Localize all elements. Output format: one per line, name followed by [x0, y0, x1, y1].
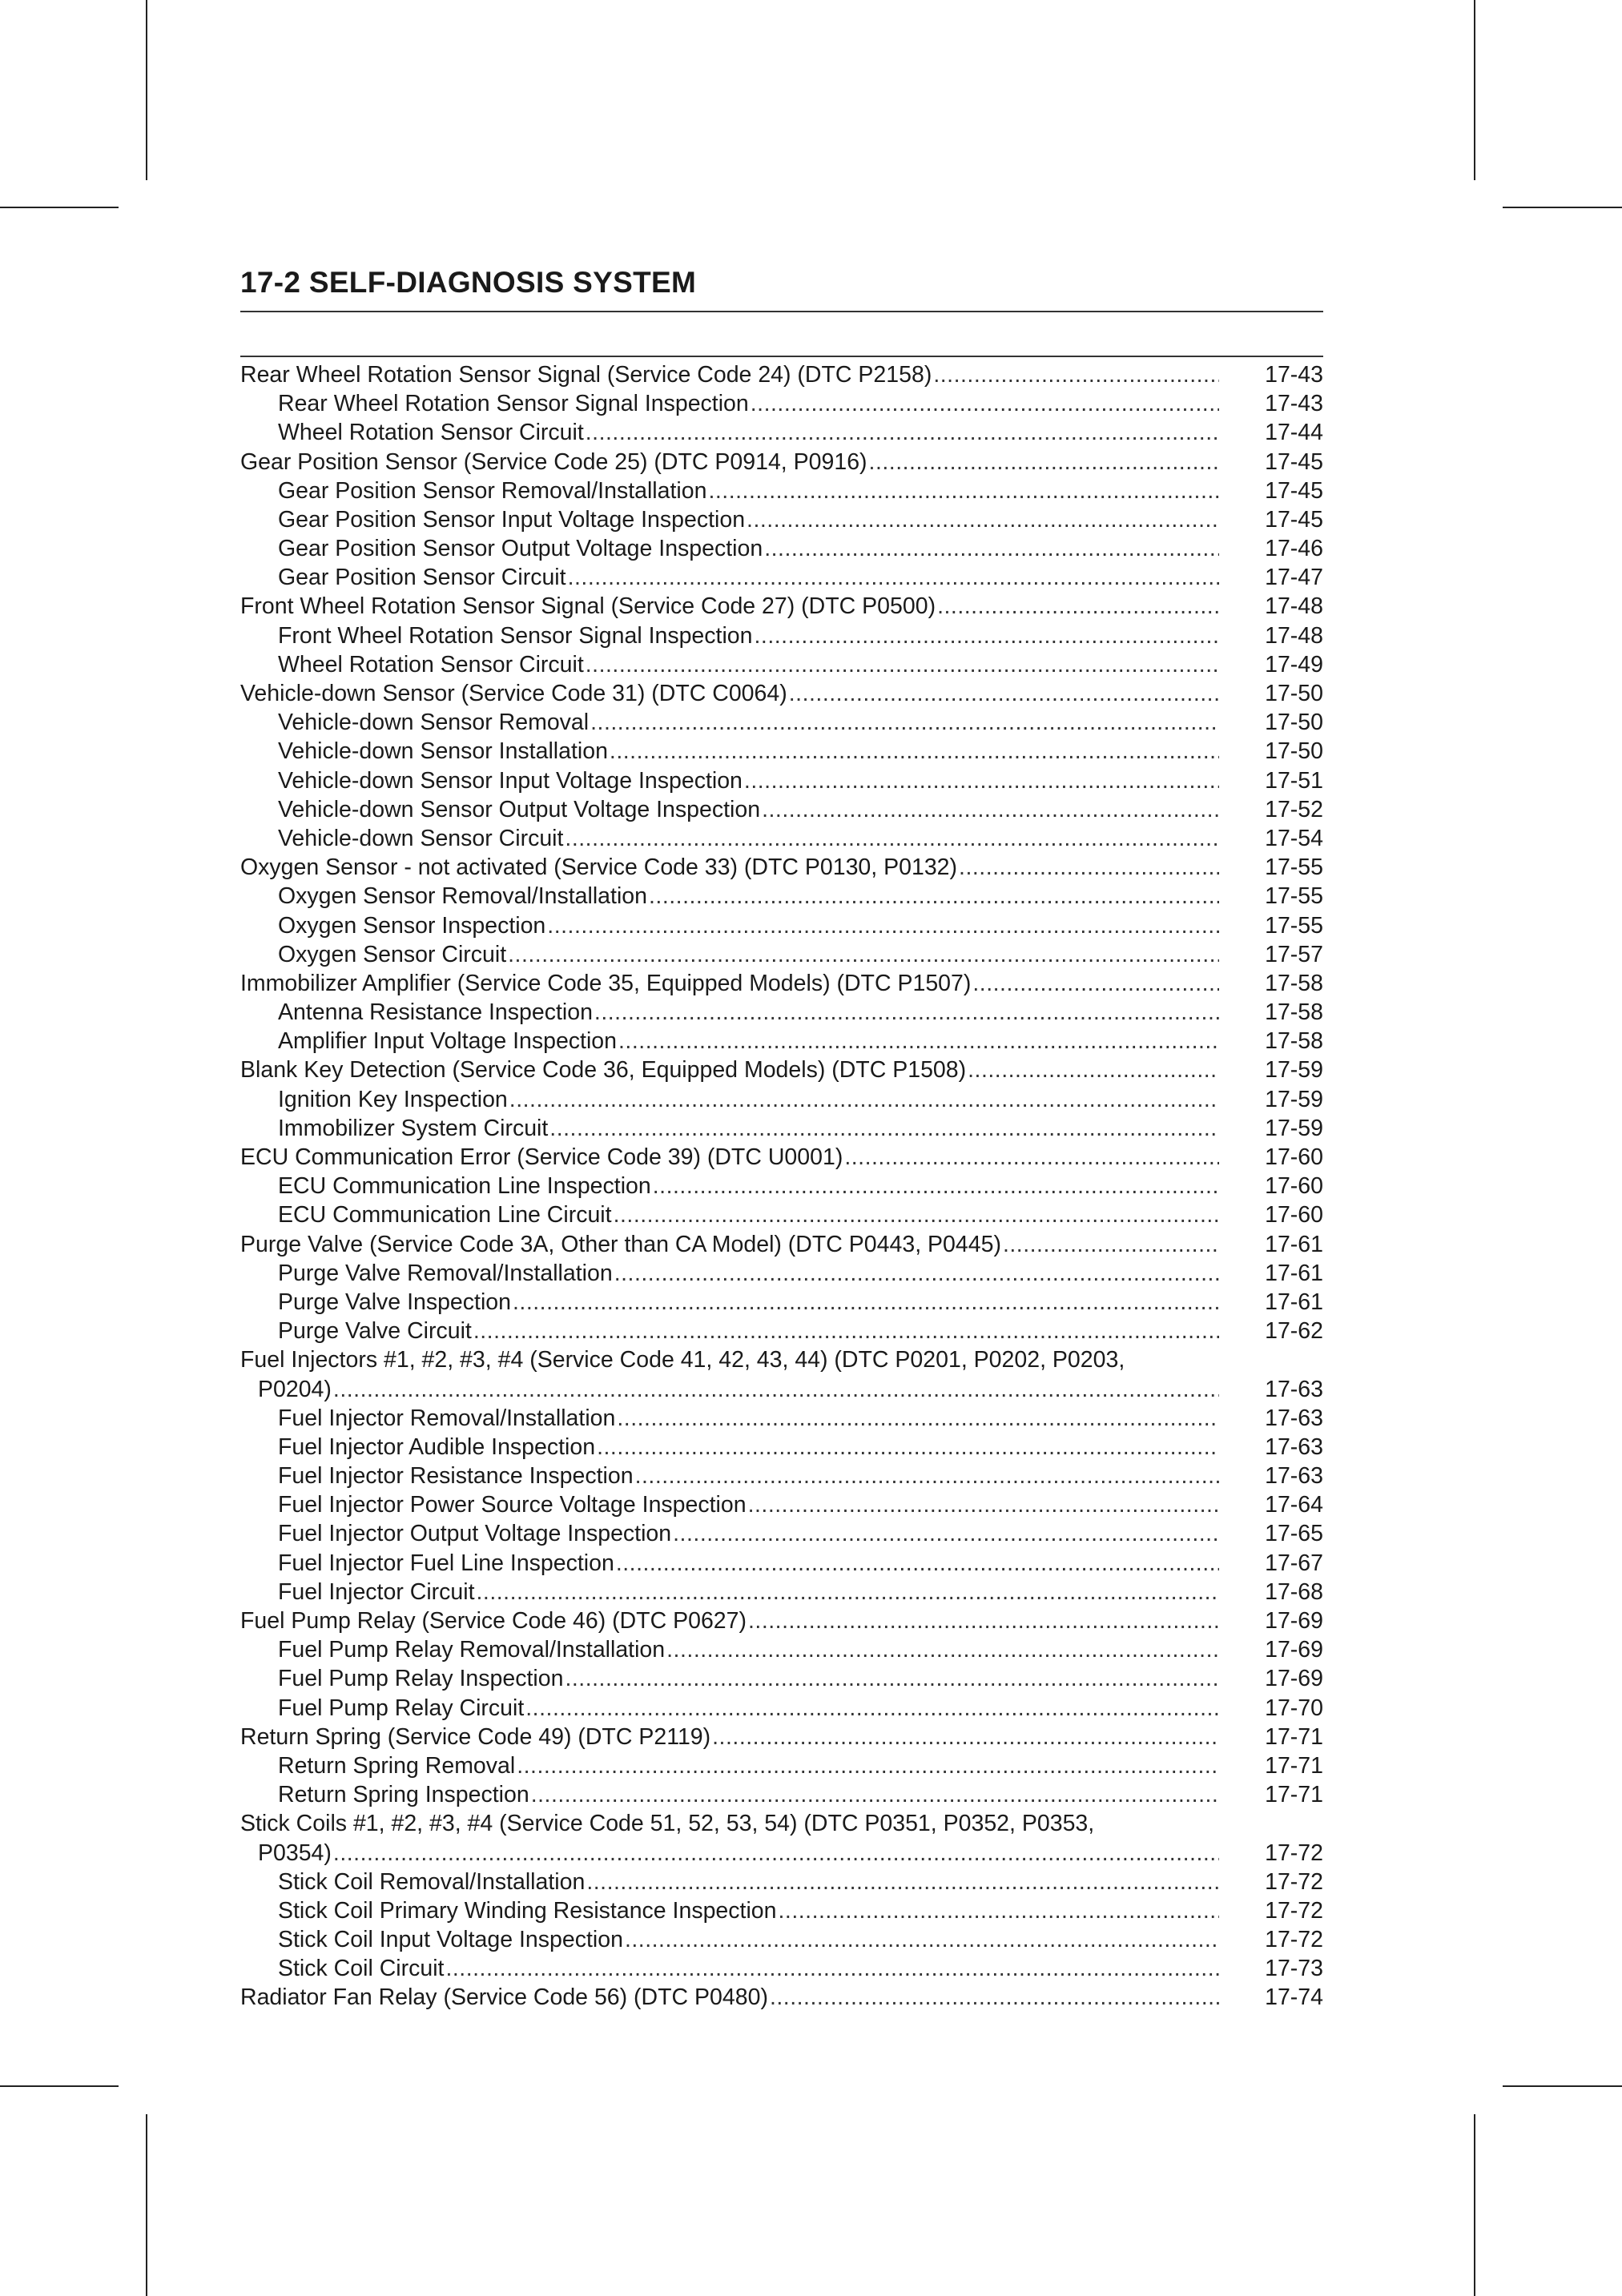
toc-entry-title: Stick Coil Input Voltage Inspection — [278, 1927, 623, 1953]
toc-entry-page: 17-62 — [1265, 1318, 1323, 1345]
toc-entry[interactable] — [240, 1954, 1323, 1983]
dot-leader — [751, 389, 1219, 418]
toc-entry[interactable] — [240, 940, 1323, 969]
toc-entry-page: 17-71 — [1265, 1723, 1323, 1750]
toc-entry[interactable] — [240, 593, 1323, 621]
dot-leader — [789, 679, 1219, 708]
toc-entry-page: 17-61 — [1265, 1260, 1323, 1286]
toc-entry[interactable] — [240, 1288, 1323, 1317]
crop-mark — [146, 0, 147, 180]
dot-leader — [762, 795, 1219, 824]
dot-leader — [333, 1839, 1219, 1868]
toc-entry-page: 17-69 — [1265, 1637, 1323, 1663]
toc-entry-page: 17-59 — [1265, 1057, 1323, 1084]
toc-entry-page: 17-73 — [1265, 1956, 1323, 1982]
crop-mark — [146, 2114, 147, 2296]
dot-leader — [844, 1143, 1219, 1172]
toc-entry-page: 17-58 — [1265, 970, 1323, 996]
toc-entry-title: P0204) — [258, 1376, 332, 1402]
toc-entry-page: 17-44 — [1265, 420, 1323, 446]
toc-entry[interactable] — [240, 1780, 1323, 1809]
toc-entry-title: Fuel Injectors #1, #2, #3, #4 (Service Code 41, 42, 43, 44) (DTC P0201, P0202, P0203, — [240, 1347, 1125, 1373]
toc-entry[interactable] — [240, 1433, 1323, 1462]
toc-entry[interactable] — [240, 795, 1323, 824]
crop-mark — [1474, 0, 1475, 180]
toc-entry-title: Vehicle-down Sensor Installation — [278, 738, 608, 765]
toc-entry-page: 17-60 — [1265, 1202, 1323, 1228]
dot-leader — [618, 1027, 1219, 1056]
dot-leader — [547, 911, 1219, 940]
toc-entry-page: 17-43 — [1265, 361, 1323, 388]
toc-entry[interactable] — [240, 1549, 1323, 1578]
toc-entry-page: 17-61 — [1265, 1231, 1323, 1257]
toc-entry[interactable] — [240, 1085, 1323, 1114]
toc-entry-page: 17-74 — [1265, 1984, 1323, 2011]
toc-entry[interactable] — [240, 969, 1323, 998]
toc-entry[interactable] — [240, 360, 1323, 389]
dot-leader — [513, 1288, 1219, 1317]
dot-leader — [764, 534, 1219, 563]
toc-entry-page: 17-50 — [1265, 681, 1323, 707]
toc-entry[interactable] — [240, 1143, 1323, 1172]
dot-leader — [549, 1114, 1219, 1143]
toc-entry[interactable] — [240, 505, 1323, 534]
toc-entry-title: Front Wheel Rotation Sensor Signal Inspection — [278, 622, 753, 649]
dot-leader — [517, 1751, 1219, 1780]
dot-leader — [937, 592, 1219, 621]
toc-entry-title: Immobilizer System Circuit — [278, 1115, 549, 1141]
crop-mark — [1503, 2085, 1622, 2087]
toc-entry-page: 17-69 — [1265, 1666, 1323, 1692]
toc-entry[interactable] — [240, 1462, 1323, 1490]
toc-entry[interactable] — [240, 766, 1323, 795]
toc-entry-page: 17-52 — [1265, 796, 1323, 822]
dot-leader — [509, 1085, 1219, 1114]
toc-entry-title: Purge Valve (Service Code 3A, Other than CA Model) (DTC P0443, P0445) — [240, 1231, 1001, 1257]
toc-entry[interactable] — [240, 824, 1323, 853]
toc-entry[interactable] — [240, 1520, 1323, 1549]
toc-entry-title: Fuel Injector Fuel Line Inspection — [278, 1550, 614, 1576]
toc-entry[interactable] — [240, 1809, 1323, 1838]
toc-entry-title: Wheel Rotation Sensor Circuit — [278, 420, 584, 446]
toc-entry-page: 17-61 — [1265, 1289, 1323, 1315]
toc-entry-page: 17-70 — [1265, 1695, 1323, 1721]
toc-entry[interactable] — [240, 708, 1323, 737]
toc-entry[interactable] — [240, 882, 1323, 911]
toc-entry-title: Wheel Rotation Sensor Circuit — [278, 651, 584, 678]
toc-entry-page: 17-63 — [1265, 1376, 1323, 1402]
toc-entry[interactable] — [240, 1578, 1323, 1606]
toc-entry[interactable] — [240, 418, 1323, 447]
toc-entry-title: Stick Coil Circuit — [278, 1956, 445, 1982]
toc-entry-title: Amplifier Input Voltage Inspection — [278, 1028, 618, 1055]
dot-leader — [616, 1549, 1219, 1578]
table-of-contents — [240, 360, 1323, 2013]
toc-entry-page: 17-72 — [1265, 1868, 1323, 1895]
toc-entry[interactable] — [240, 853, 1323, 882]
toc-entry-page: 17-50 — [1265, 738, 1323, 765]
dot-leader — [653, 1172, 1219, 1200]
toc-entry[interactable] — [240, 534, 1323, 563]
toc-entry[interactable] — [240, 1839, 1323, 1868]
toc-entry[interactable] — [240, 1375, 1323, 1404]
toc-entry-title: Front Wheel Rotation Sensor Signal (Service Code 27) (DTC P0500) — [240, 593, 936, 620]
toc-entry-page: 17-55 — [1265, 854, 1323, 881]
dot-leader — [666, 1635, 1219, 1664]
crop-mark — [1474, 2114, 1475, 2296]
toc-entry-page: 17-58 — [1265, 999, 1323, 1026]
toc-entry-page: 17-45 — [1265, 477, 1323, 504]
toc-entry-page: 17-43 — [1265, 391, 1323, 417]
toc-entry-page: 17-69 — [1265, 1608, 1323, 1635]
toc-entry-title: Purge Valve Circuit — [278, 1318, 472, 1345]
dot-leader — [586, 650, 1219, 679]
toc-entry-page: 17-50 — [1265, 710, 1323, 736]
toc-entry-title: Fuel Injector Output Voltage Inspection — [278, 1521, 672, 1547]
toc-entry[interactable] — [240, 1230, 1323, 1259]
toc-entry-title: Return Spring (Service Code 49) (DTC P2119) — [240, 1723, 711, 1750]
toc-entry-page: 17-71 — [1265, 1752, 1323, 1779]
toc-entry[interactable] — [240, 1694, 1323, 1723]
toc-entry-title: Rear Wheel Rotation Sensor Signal (Service Code 24) (DTC P2158) — [240, 361, 932, 388]
dot-leader — [568, 563, 1219, 592]
toc-entry-page: 17-63 — [1265, 1405, 1323, 1431]
dot-leader — [755, 621, 1220, 650]
toc-entry-page: 17-60 — [1265, 1144, 1323, 1171]
dot-leader — [610, 737, 1219, 766]
toc-entry-page: 17-64 — [1265, 1492, 1323, 1518]
toc-entry-title: Vehicle-down Sensor Output Voltage Inspection — [278, 796, 761, 822]
dot-leader — [635, 1462, 1219, 1490]
dot-leader — [614, 1259, 1219, 1288]
toc-entry[interactable] — [240, 1200, 1323, 1229]
toc-entry-title: Radiator Fan Relay (Service Code 56) (DTC P0480) — [240, 1984, 768, 2011]
toc-entry-title: Fuel Injector Resistance Inspection — [278, 1463, 634, 1490]
toc-entry[interactable] — [240, 998, 1323, 1027]
toc-entry-title: Vehicle-down Sensor Input Voltage Inspection — [278, 767, 743, 794]
toc-entry[interactable] — [240, 1984, 1323, 2013]
toc-entry-page: 17-72 — [1265, 1840, 1323, 1866]
toc-entry[interactable] — [240, 389, 1323, 418]
dot-leader — [649, 882, 1219, 911]
toc-entry[interactable] — [240, 1723, 1323, 1751]
toc-entry-title: Fuel Pump Relay Removal/Installation — [278, 1637, 666, 1663]
toc-divider — [240, 356, 1323, 357]
toc-entry-title: ECU Communication Line Circuit — [278, 1202, 612, 1228]
toc-entry-title: Return Spring Removal — [278, 1752, 516, 1779]
toc-entry-title: Oxygen Sensor Removal/Installation — [278, 883, 647, 910]
page-title: 17-2 SELF-DIAGNOSIS SYSTEM — [240, 266, 697, 299]
toc-entry-page: 17-46 — [1265, 536, 1323, 562]
crop-mark — [0, 207, 119, 208]
toc-entry[interactable] — [240, 476, 1323, 505]
toc-entry-title: Vehicle-down Sensor Removal — [278, 710, 590, 736]
dot-leader — [712, 1723, 1219, 1751]
toc-entry-title: Vehicle-down Sensor Circuit — [278, 825, 564, 851]
toc-entry-page: 17-67 — [1265, 1550, 1323, 1576]
dot-leader — [625, 1925, 1219, 1954]
toc-entry[interactable] — [240, 1172, 1323, 1200]
toc-entry-page: 17-72 — [1265, 1897, 1323, 1924]
dot-leader — [968, 1056, 1219, 1084]
dot-leader — [531, 1780, 1219, 1809]
toc-entry-page: 17-63 — [1265, 1433, 1323, 1460]
dot-leader — [673, 1519, 1219, 1548]
toc-entry-title: Fuel Pump Relay Inspection — [278, 1666, 564, 1692]
toc-entry-title: Oxygen Sensor Circuit — [278, 941, 507, 967]
toc-entry-title: Vehicle-down Sensor (Service Code 31) (DTC C0064) — [240, 681, 787, 707]
toc-entry-page: 17-45 — [1265, 506, 1323, 533]
toc-entry-page: 17-72 — [1265, 1927, 1323, 1953]
toc-entry-title: Gear Position Sensor Circuit — [278, 565, 566, 591]
dot-leader — [747, 505, 1219, 534]
toc-entry-page: 17-68 — [1265, 1578, 1323, 1605]
toc-entry[interactable] — [240, 911, 1323, 940]
dot-leader — [586, 418, 1219, 447]
dot-leader — [617, 1404, 1219, 1433]
dot-leader — [565, 1664, 1219, 1693]
page-header — [240, 264, 1323, 312]
toc-entry-title: ECU Communication Line Inspection — [278, 1173, 651, 1200]
toc-entry-page: 17-47 — [1265, 565, 1323, 591]
toc-entry[interactable] — [240, 1056, 1323, 1085]
dot-leader — [744, 766, 1219, 795]
toc-entry[interactable] — [240, 1606, 1323, 1635]
toc-entry-title: P0354) — [258, 1840, 332, 1866]
toc-entry-title: Ignition Key Inspection — [278, 1086, 508, 1112]
toc-entry[interactable] — [240, 1259, 1323, 1288]
dot-leader — [445, 1954, 1219, 1983]
toc-entry[interactable] — [240, 1868, 1323, 1896]
dot-leader — [597, 1433, 1219, 1462]
toc-entry[interactable] — [240, 737, 1323, 766]
toc-entry-title: Immobilizer Amplifier (Service Code 35, Equipped Models) (DTC P1507) — [240, 970, 972, 996]
toc-entry-page: 17-57 — [1265, 941, 1323, 967]
toc-entry[interactable] — [240, 563, 1323, 592]
dot-leader — [770, 1983, 1219, 2012]
dot-leader — [508, 940, 1219, 969]
toc-entry-title: Stick Coils #1, #2, #3, #4 (Service Code 51, 52, 53, 54) (DTC P0351, P0352, P0353, — [240, 1811, 1095, 1837]
toc-entry-page: 17-48 — [1265, 622, 1323, 649]
toc-entry-page: 17-65 — [1265, 1521, 1323, 1547]
toc-entry-title: ECU Communication Error (Service Code 39) (DTC U0001) — [240, 1144, 843, 1171]
dot-leader — [586, 1868, 1219, 1896]
header-divider — [240, 311, 1323, 312]
toc-entry-title: Stick Coil Removal/Installation — [278, 1868, 586, 1895]
toc-entry-title: Stick Coil Primary Winding Resistance Inspection — [278, 1897, 777, 1924]
dot-leader — [477, 1578, 1220, 1606]
dot-leader — [748, 1490, 1219, 1519]
toc-entry[interactable] — [240, 1751, 1323, 1780]
toc-entry[interactable] — [240, 1925, 1323, 1954]
toc-entry-title: Oxygen Sensor Inspection — [278, 912, 546, 939]
toc-entry-page: 17-45 — [1265, 448, 1323, 475]
dot-leader — [959, 853, 1219, 882]
toc-entry-page: 17-49 — [1265, 651, 1323, 678]
toc-entry-title: Antenna Resistance Inspection — [278, 999, 593, 1026]
toc-entry-page: 17-51 — [1265, 767, 1323, 794]
toc-entry-title: Fuel Injector Power Source Voltage Inspection — [278, 1492, 747, 1518]
toc-entry[interactable] — [240, 1896, 1323, 1925]
toc-entry-title: Purge Valve Inspection — [278, 1289, 511, 1315]
toc-entry-page: 17-48 — [1265, 593, 1323, 620]
toc-entry-page: 17-63 — [1265, 1463, 1323, 1490]
toc-entry[interactable] — [240, 1404, 1323, 1433]
toc-entry[interactable] — [240, 1317, 1323, 1345]
toc-entry-title: Fuel Pump Relay Circuit — [278, 1695, 525, 1721]
toc-entry-title: Blank Key Detection (Service Code 36, Equipped Models) (DTC P1508) — [240, 1057, 967, 1084]
toc-entry-title: Return Spring Inspection — [278, 1782, 529, 1808]
toc-entry[interactable] — [240, 1490, 1323, 1519]
toc-entry-page: 17-59 — [1265, 1115, 1323, 1141]
dot-leader — [748, 1606, 1219, 1635]
toc-entry-title: Oxygen Sensor - not activated (Service Code 33) (DTC P0130, P0132) — [240, 854, 958, 881]
dot-leader — [933, 360, 1219, 389]
toc-entry-page: 17-71 — [1265, 1782, 1323, 1808]
dot-leader — [590, 708, 1219, 737]
dot-leader — [778, 1896, 1219, 1925]
dot-leader — [565, 824, 1219, 853]
toc-entry-title: Gear Position Sensor Removal/Installation — [278, 477, 707, 504]
dot-leader — [473, 1317, 1219, 1345]
crop-mark — [0, 2085, 119, 2087]
toc-entry-title: Purge Valve Removal/Installation — [278, 1260, 613, 1286]
toc-entry[interactable] — [240, 650, 1323, 679]
toc-entry-title: Fuel Injector Circuit — [278, 1578, 475, 1605]
dot-leader — [708, 476, 1219, 505]
dot-leader — [333, 1375, 1219, 1404]
toc-entry-page: 17-55 — [1265, 912, 1323, 939]
toc-entry[interactable] — [240, 1114, 1323, 1143]
toc-entry[interactable] — [240, 448, 1323, 476]
toc-entry-page: 17-55 — [1265, 883, 1323, 910]
toc-entry[interactable] — [240, 1635, 1323, 1664]
dot-leader — [869, 448, 1219, 476]
crop-mark — [1503, 207, 1622, 208]
toc-entry-title: Gear Position Sensor Output Voltage Inspection — [278, 536, 763, 562]
toc-entry[interactable] — [240, 621, 1323, 650]
toc-entry-title: Rear Wheel Rotation Sensor Signal Inspection — [278, 391, 749, 417]
toc-entry-title: Fuel Injector Audible Inspection — [278, 1433, 596, 1460]
toc-entry-title: Fuel Pump Relay (Service Code 46) (DTC P0627) — [240, 1608, 747, 1635]
toc-entry-page: 17-60 — [1265, 1173, 1323, 1200]
toc-entry-title: Gear Position Sensor (Service Code 25) (DTC P0914, P0916) — [240, 448, 867, 475]
dot-leader — [525, 1694, 1219, 1723]
toc-entry-page: 17-59 — [1265, 1086, 1323, 1112]
toc-entry[interactable] — [240, 1664, 1323, 1693]
toc-entry[interactable] — [240, 679, 1323, 708]
dot-leader — [594, 998, 1219, 1027]
toc-entry-page: 17-58 — [1265, 1028, 1323, 1055]
dot-leader — [614, 1200, 1219, 1229]
toc-entry-title: Gear Position Sensor Input Voltage Inspection — [278, 506, 746, 533]
dot-leader — [972, 969, 1219, 998]
toc-entry-page: 17-54 — [1265, 825, 1323, 851]
dot-leader — [1003, 1230, 1219, 1259]
toc-entry-title: Fuel Injector Removal/Installation — [278, 1405, 616, 1431]
toc-entry[interactable] — [240, 1345, 1323, 1374]
toc-entry[interactable] — [240, 1027, 1323, 1056]
